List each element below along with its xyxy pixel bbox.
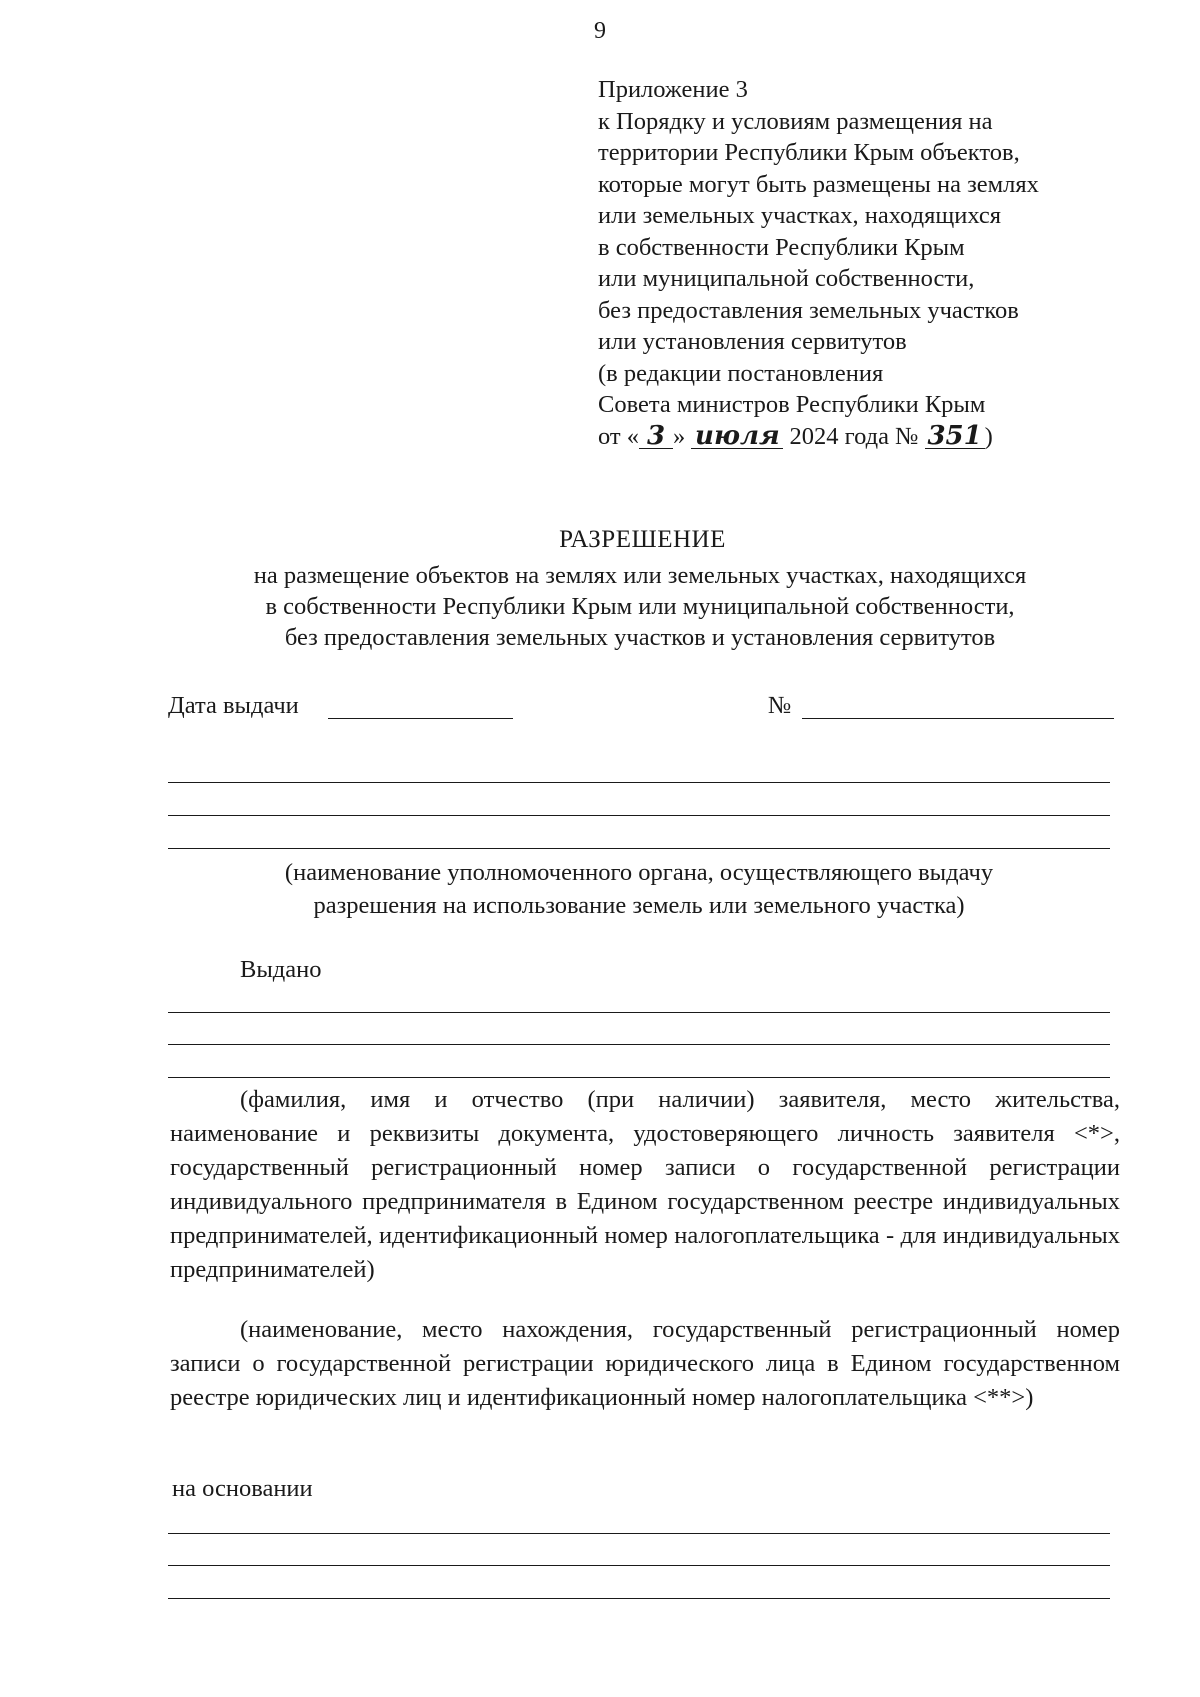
appendix-line: Приложение 3 [598,76,748,103]
issue-date-blank [328,718,513,719]
caption-line: разрешения на использование земель или земельного участка) [313,892,965,919]
blank-line [168,1533,1110,1534]
basis-label: на основании [172,1475,313,1502]
authority-caption [168,856,1110,922]
caption-line: (наименование уполномоченного органа, осуществляющего выдачу [284,859,994,886]
appendix-line: или установления сервитутов [598,328,907,355]
blank-line [168,1598,1110,1599]
appendix-date-line [598,421,1158,453]
handwritten-day: 3 [639,424,673,449]
number-blank [802,718,1114,719]
appendix-line: к Порядку и условиям размещения на [598,107,993,135]
blank-line [168,1565,1110,1566]
document-subtitle [160,560,1120,653]
blank-line [168,782,1110,783]
handwritten-month: июля [691,424,783,449]
appendix-line: территории Республики Крым объектов, [598,139,1020,166]
appendix-line: (в редакции постановления [598,359,884,387]
date-year: 2024 года № [789,422,919,450]
number-label: № [768,692,792,719]
blank-line [168,1012,1110,1013]
appendix-line: которые могут быть размещены на землях [598,170,1039,198]
issue-date-label: Дата выдачи [168,692,299,719]
appendix-line: или земельных участках, находящихся [598,202,1002,229]
issued-label: Выдано [240,956,322,983]
appendix-line: без предоставления земельных участков [598,296,1019,324]
date-suffix: ) [984,422,993,450]
issue-row [168,692,1118,724]
appendix-block [598,74,1158,452]
applicant-caption: (фамилия, имя и отчество (при наличии) заявителя, место жительства, наименование и реквизиты документа, удостоверяющего личность заявителя <*>, государственный регистрационный номер записи о государственной регистрации индивидуального предпринимателя в Едином государственном реестре индивидуальных предпринимателей, идентификационный номер налогоплательщика - для индивидуальных предпринимателей) [170,1086,1120,1283]
blank-line [168,1044,1110,1045]
date-prefix: от « [598,422,640,450]
appendix-line: или муниципальной собственности, [598,265,975,292]
date-mid: » [673,422,686,450]
handwritten-number: 351 [925,424,985,449]
appendix-line: Совета министров Республики Крым [598,391,986,418]
page-number: 9 [594,18,606,44]
blank-line [168,848,1110,849]
blank-line [168,815,1110,816]
subtitle-line: на размещение объектов на землях или земельных участках, находящихся [253,562,1027,589]
legal-entity-caption: (наименование, место нахождения, государственный регистрационный номер записи о государственной регистрации юридического лица в Едином государственном реестре юридических лиц и идентификационный номер налогоплательщика <**>) [170,1316,1120,1411]
subtitle-line: без предоставления земельных участков и установления сервитутов [284,624,996,651]
document-title: РАЗРЕШЕНИЕ [559,526,726,553]
subtitle-line: в собственности Республики Крым или муниципальной собственности, [265,593,1015,620]
appendix-line: в собственности Республики Крым [598,233,965,261]
blank-line [168,1077,1110,1078]
